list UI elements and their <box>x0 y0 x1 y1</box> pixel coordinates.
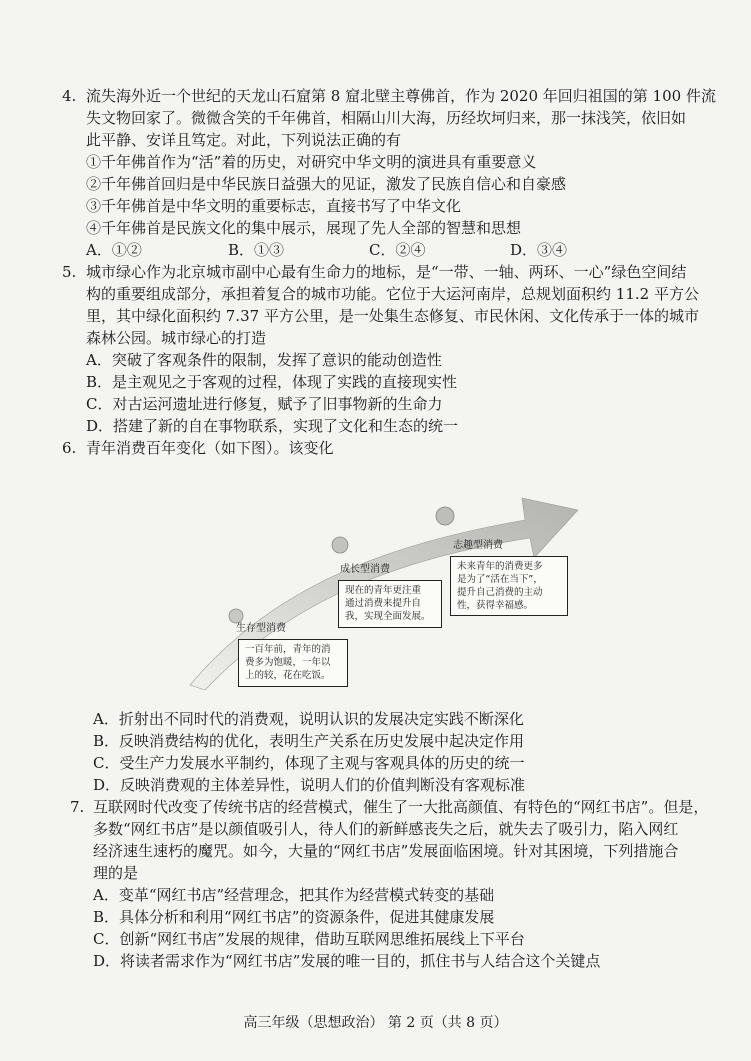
note-line: 我，实现全面发展。 <box>345 611 431 622</box>
option-c: C．受生产力发展水平制约，体现了主观与客观具体的历史的统一 <box>93 754 525 772</box>
option-b: B．是主观见之于客观的过程，体现了实践的直接现实性 <box>86 373 458 391</box>
option-d: D．反映消费观的主体差异性，说明人们的价值判断没有客观标准 <box>93 776 526 794</box>
stage-dot-2 <box>332 537 348 553</box>
option-a: A．变革“网红书店”经营理念，把其作为经营模式转变的基础 <box>93 886 495 904</box>
option-b: B．具体分析和利用“网红书店”的资源条件，促进其健康发展 <box>93 908 495 926</box>
question-stem-line: 森林公园。城市绿心的打造 <box>86 329 267 347</box>
note-line: 提升自己消费的主动 <box>457 587 543 598</box>
question-stem-line: 多数“网红书店”是以颜值吸引人，待人们的新鲜感丧失之后，就失去了吸引力，陷入网红 <box>93 820 679 838</box>
option-d: D．搭建了新的自在事物联系，实现了文化和生态的统一 <box>86 417 459 435</box>
question-stem-line: 失文物回家了。微微含笑的千年佛首，相隔山川大海，历经坎坷归来，那一抹浅笑，依旧如 <box>86 109 687 127</box>
option-c: C．创新“网红书店”发展的规律，借助互联网思维拓展线上下平台 <box>93 930 525 948</box>
question-stem-line: 构的重要组成部分，承担着复合的城市功能。它位于大运河南岸，总规划面积约 11.2 平方公 <box>86 285 699 303</box>
note-line: 通过消费来提升自 <box>345 598 422 609</box>
option-a: A．突破了客观条件的限制，发挥了意识的能动创造性 <box>86 351 442 369</box>
option-row <box>86 240 646 260</box>
option-b: B．反映消费结构的优化，表明生产关系在历史发展中起决定作用 <box>93 732 525 750</box>
statement-item: ④千年佛首是民族文化的集中展示，展现了先人全部的智慧和思想 <box>86 219 522 237</box>
stage-label-growth: 成长型消费 <box>340 564 390 575</box>
stage-label-survival: 生存型消费 <box>236 623 286 634</box>
question-stem-line: 此平静、安详且笃定。对此，下列说法正确的有 <box>86 131 402 149</box>
note-line: 一百年前，青年的消 <box>245 644 331 655</box>
statement-item: ②千年佛首回归是中华民族日益强大的见证，激发了民族自信心和自豪感 <box>86 175 567 193</box>
question-number: 5. <box>62 263 77 281</box>
question-number: 4. <box>62 87 77 105</box>
note-line: 上的较，花在吃饭。 <box>245 670 331 681</box>
question-number: 7. <box>70 798 85 816</box>
note-line: 未来青年的消费更多 <box>457 561 543 572</box>
question-number: 6. <box>62 439 77 457</box>
stage-label-interest: 志趣型消费 <box>453 540 503 551</box>
note-line: 费多为饱暖，一年以 <box>245 657 331 668</box>
question-stem-line: 理的是 <box>93 864 139 882</box>
question-stem-line: 里，其中绿化面积约 7.37 平方公里，是一处集生态修复、市民休闲、文化传承于一体的城市 <box>86 307 699 325</box>
page-footer: 高三年级（思想政治） 第 2 页（共 8 页） <box>243 1015 508 1031</box>
note-line: 性，获得幸福感。 <box>457 600 534 611</box>
question-stem-line: 互联网时代改变了传统书店的经营模式，催生了一大批高颜值、有特色的“网红书店”。但是， <box>93 798 709 816</box>
question-stem-line: 青年消费百年变化（如下图）。该变化 <box>86 439 334 457</box>
option-b: B．①③ <box>228 241 285 259</box>
option-c: C．②④ <box>369 241 426 259</box>
statement-item: ③千年佛首是中华文明的重要标志，直接书写了中华文化 <box>86 197 462 215</box>
option-d: D．将读者需求作为“网红书店”发展的唯一目的，抓住书与人结合这个关键点 <box>93 952 601 970</box>
note-box-interest <box>450 556 568 616</box>
option-c: C．对古运河遗址进行修复，赋予了旧事物新的生命力 <box>86 395 443 413</box>
option-d: D．③④ <box>510 241 568 259</box>
question-stem-line: 经济速生速朽的魔咒。如今，大量的“网红书店”发展面临困境。针对其困境，下列措施合 <box>93 842 679 860</box>
option-a: A．①② <box>86 241 142 259</box>
option-a: A．折射出不同时代的消费观，说明认识的发展决定实践不断深化 <box>93 710 524 728</box>
question-stem-line: 城市绿心作为北京城市副中心最有生命力的地标，是“一带、一轴、两环、一心”绿色空间结 <box>86 263 687 281</box>
note-box-survival <box>238 639 348 687</box>
note-line: 现在的青年更注重 <box>345 585 422 596</box>
consumption-arrow-figure <box>150 450 610 710</box>
stage-dot-1 <box>229 609 243 623</box>
question-stem-line: 流失海外近一个世纪的天龙山石窟第 8 窟北壁主尊佛首，作为 2020 年回归祖国的第 100 件流 <box>86 87 716 105</box>
note-line: 是为了“活在当下”， <box>457 574 543 585</box>
note-box-growth <box>338 580 442 628</box>
stage-dot-3 <box>436 507 454 525</box>
statement-item: ①千年佛首作为“活”着的历史，对研究中华文明的演进具有重要意义 <box>86 153 537 171</box>
